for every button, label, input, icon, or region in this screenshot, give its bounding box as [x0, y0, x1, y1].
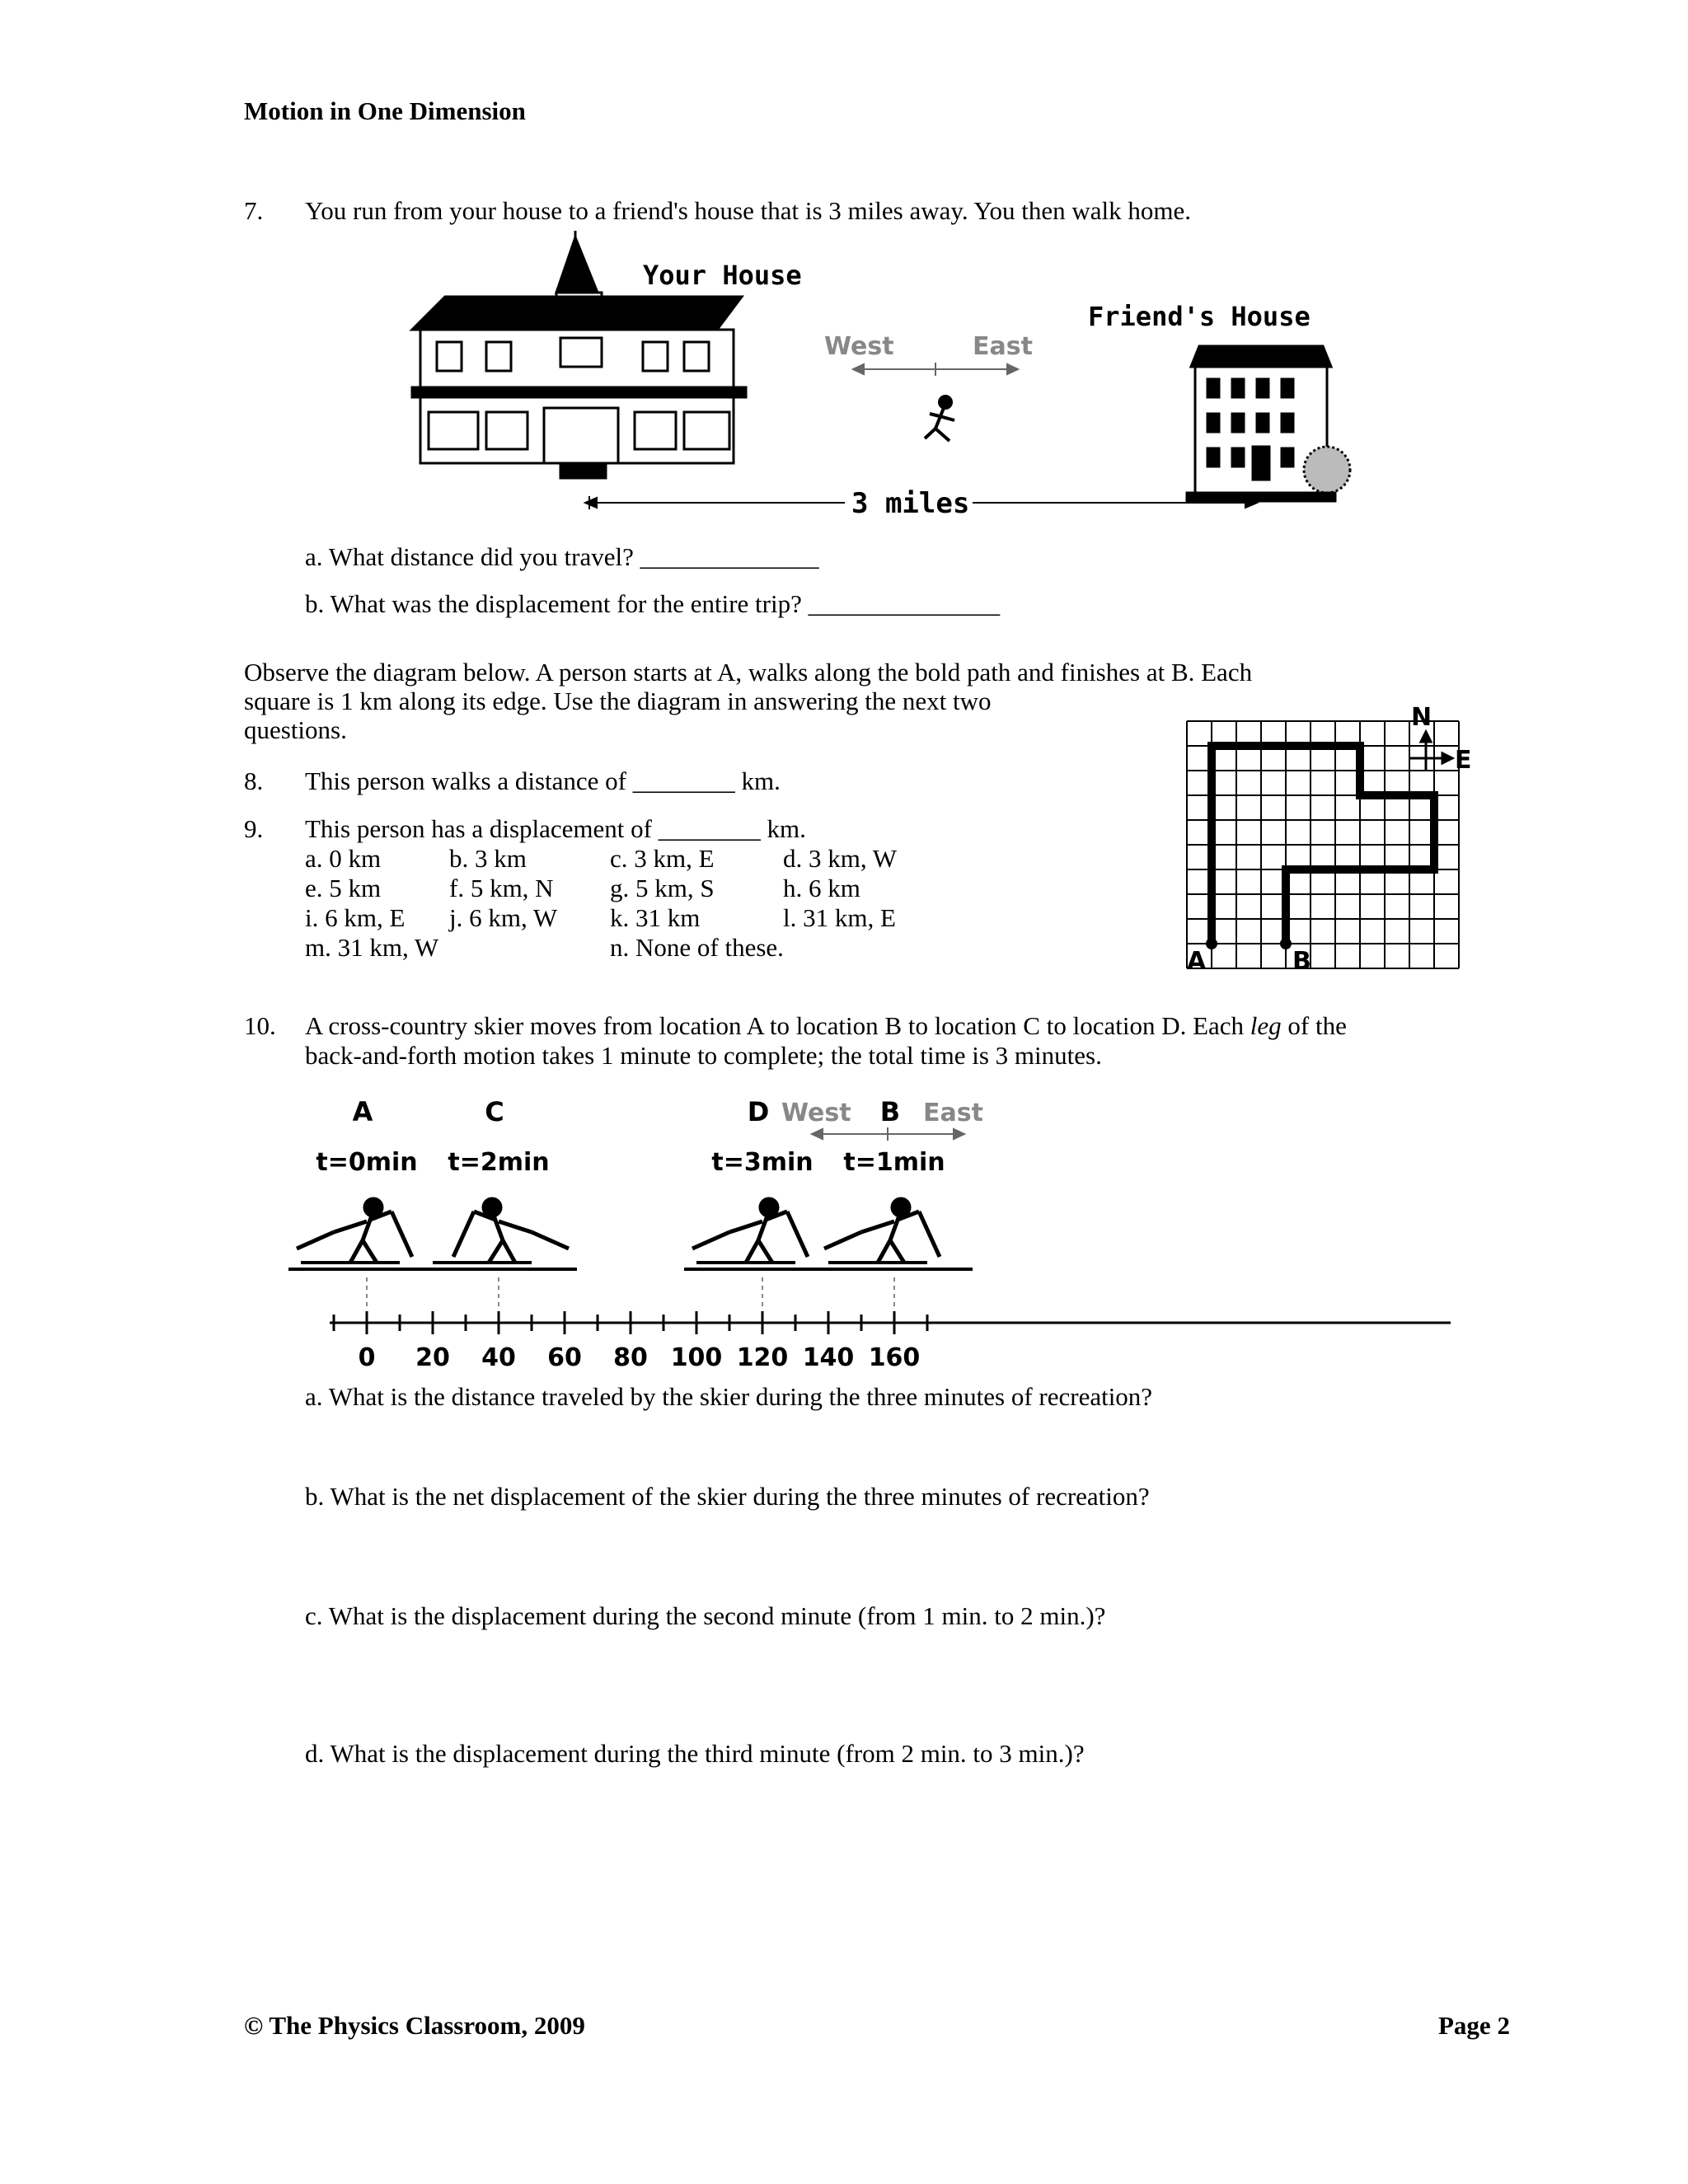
q9-option: g. 5 km, S [610, 874, 715, 902]
skier-icon [453, 1199, 569, 1263]
compass-icon [1409, 732, 1452, 771]
skier-location-label: D [747, 1096, 770, 1127]
q10-direction-arrow [812, 1127, 964, 1141]
q7-west-label: West [824, 332, 894, 361]
q10-number: 10. [244, 1011, 276, 1040]
axis-tick-label: 40 [481, 1343, 516, 1372]
q9-option: e. 5 km [305, 874, 382, 902]
q7-number: 7. [244, 196, 264, 225]
q10d-text: d. What is the displacement during the third minute (from 2 min. to 3 min.)? [305, 1739, 1085, 1768]
axis-tick-label: 80 [613, 1343, 648, 1372]
friends-house-icon [1187, 346, 1350, 501]
skier-diagram [272, 1071, 1467, 1385]
q9-option: c. 3 km, E [610, 844, 715, 873]
skier-location-label: C [485, 1096, 504, 1127]
q7a-text: a. What distance did you travel? ______________ [305, 542, 819, 571]
footer-copyright: © The Physics Classroom, 2009 [244, 2011, 585, 2040]
q9-number: 9. [244, 814, 264, 843]
axis-tick-label: 160 [868, 1343, 921, 1372]
skier-time-label: t=2min [448, 1148, 550, 1177]
q10c-text: c. What is the displacement during the second minute (from 1 min. to 2 min.)? [305, 1601, 1106, 1630]
skier-time-label: t=3min [711, 1148, 814, 1177]
q10a-text: a. What is the distance traveled by the skier during the three minutes of recreation? [305, 1382, 1153, 1411]
page-title: Motion in One Dimension [244, 96, 526, 125]
skier-d [684, 1096, 841, 1310]
q10-west-label: West [781, 1099, 851, 1127]
q9-option: n. None of these. [610, 933, 784, 962]
north-label: N [1411, 703, 1432, 732]
skier-time-label: t=0min [316, 1148, 418, 1177]
skier-icon [824, 1199, 940, 1263]
q10b-text: b. What is the net displacement of the skier during the three minutes of recreation? [305, 1482, 1150, 1511]
skier-icon [692, 1199, 808, 1263]
q9-option: b. 3 km [449, 844, 527, 873]
q10-line-1 [305, 1011, 1347, 1041]
skier-c [420, 1096, 577, 1310]
q8-number: 8. [244, 766, 264, 795]
skier-location-label: B [879, 1096, 901, 1127]
q9-option: h. 6 km [783, 874, 860, 902]
q9-option: a. 0 km [305, 844, 382, 873]
q8-text: This person walks a distance of ________ km. [305, 766, 781, 795]
axis-tick-label: 20 [415, 1343, 450, 1372]
axis-tick-label: 0 [358, 1343, 376, 1372]
q10-line-1-em: leg [1250, 1011, 1282, 1040]
q9-option: f. 5 km, N [449, 874, 554, 902]
axis-tick-label: 100 [670, 1343, 723, 1372]
q9-option: k. 31 km [610, 903, 701, 932]
axis-tick-label: 140 [802, 1343, 855, 1372]
q9-option: i. 6 km, E [305, 903, 406, 932]
intro-line-3: questions. [244, 715, 347, 744]
intro-line-2: square is 1 km along its edge. Use the diagram in answering the next two [244, 687, 992, 715]
skier-icon [297, 1199, 412, 1263]
skier-location-label: A [352, 1096, 373, 1127]
grid-start-label: A [1187, 947, 1207, 976]
q7-direction-arrow [853, 363, 1018, 376]
q9-option: l. 31 km, E [783, 903, 896, 932]
q10-line-1-post: of the [1281, 1011, 1347, 1040]
your-house-label: Your House [643, 260, 802, 291]
grid-end-label: B [1292, 947, 1311, 976]
three-miles-label: 3 miles [851, 487, 970, 520]
q10-east-label: East [923, 1099, 983, 1127]
intro-line-1: Observe the diagram below. A person starts at A, walks along the bold path and finishes at B. Each [244, 658, 1253, 687]
runner-icon [925, 396, 954, 441]
footer-page-number: Page 2 [1438, 2011, 1510, 2040]
q9-option: m. 31 km, W [305, 933, 439, 962]
q10-line-1-pre: A cross-country skier moves from location A to location B to location C to location D. Each [305, 1011, 1250, 1040]
grid-path-diagram [1179, 692, 1492, 989]
friends-house-label: Friend's House [1088, 301, 1311, 332]
skier-b [816, 1096, 973, 1310]
q9-option: d. 3 km, W [783, 844, 898, 873]
q7b-text: b. What was the displacement for the entire trip? _______________ [305, 589, 1001, 618]
q7-text: You run from your house to a friend's house that is 3 miles away. You then walk home. [305, 196, 1191, 225]
skier-a [288, 1096, 445, 1310]
axis-tick-label: 60 [547, 1343, 582, 1372]
start-point-marker [1206, 938, 1217, 949]
q10-line-2: back-and-forth motion takes 1 minute to complete; the total time is 3 minutes. [305, 1041, 1102, 1070]
end-point-marker [1280, 938, 1292, 949]
q7-east-label: East [973, 332, 1033, 361]
houses-illustration [396, 231, 1352, 527]
skier-time-label: t=1min [843, 1148, 945, 1177]
east-label: E [1455, 746, 1472, 775]
q9-option: j. 6 km, W [449, 903, 558, 932]
q9-text: This person has a displacement of ________ km. [305, 814, 806, 843]
axis-tick-label: 120 [736, 1343, 789, 1372]
